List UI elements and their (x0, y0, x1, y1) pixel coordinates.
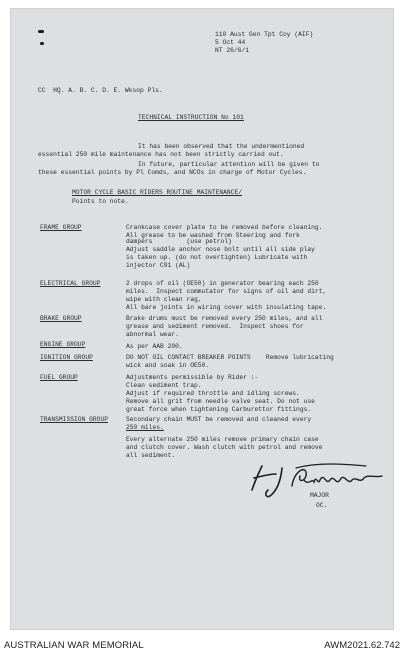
archive-footer (0, 632, 404, 653)
group-line: Remove all grit from needle valve seat. Do not use (126, 398, 315, 405)
document-title: TECHNICAL INSTRUCTION No 101 (138, 114, 244, 121)
file-reference: NT 26/6/1 (215, 47, 250, 54)
intro-line: It has been observed that the undermentioned (138, 143, 305, 150)
group-line: Crankcase cover plate to be removed before cleaning. (126, 224, 323, 231)
unit-heading: 110 Aust Gen Tpt Coy (AIF) (215, 31, 314, 38)
signatory-appointment: OC. (316, 502, 328, 509)
group-line: All bare joints in wiring cover with insulating tape. (126, 304, 327, 311)
group-name-fuel: FUEL GROUP (40, 374, 78, 381)
group-line: wipe with clean rag, (126, 296, 202, 303)
intro-line: these essential points by Pl Comds, and NCOs in charge of Motor Cycles. (38, 169, 307, 176)
group-line: all sediment. (126, 452, 176, 459)
group-line: wick and soak in OE50. (126, 362, 210, 369)
group-line: miles. Inspect commutator for signs of oil and dirt, (126, 288, 327, 295)
group-name-electrical: ELECTRICAL GROUP (40, 280, 101, 287)
group-line: Every alternate 250 miles remove primary chain case (126, 436, 319, 443)
group-line: is taken up. (do not overtighten) Lubricate with (126, 254, 308, 261)
section-title: MOTOR CYCLE BASIC RIDERS ROUTINE MAINTENANCE/ (72, 189, 243, 196)
archive-name: AUSTRALIAN WAR MEMORIAL (4, 640, 144, 651)
document-date: 5 Oct 44 (215, 39, 246, 46)
group-line: 250 miles. (126, 424, 164, 431)
group-line: Secondary chain MUST be removed and cleaned every (126, 416, 312, 423)
archive-reference: AWM2021.62.742 (324, 640, 400, 651)
group-line: All grease to be washed from Steering and fork (126, 232, 300, 239)
group-line: 2 drops of oil (OE50) in generator bearing each 250 (126, 280, 319, 287)
group-line: Adjustments permissible by Rider :- (126, 374, 259, 381)
section-subtitle: Points to note. (72, 198, 129, 205)
group-line: DO NOT OIL CONTACT BREAKER POINTS Remove lubricating (126, 354, 334, 361)
group-line: As per AAB 200. (126, 343, 183, 350)
intro-line: In future, particular attention will be given to (138, 161, 320, 168)
group-line: Adjust saddle anchor nose bolt until all side play (126, 246, 315, 253)
group-name-engine: ENGINE GROUP (40, 341, 86, 348)
group-line: Adjust if required throttle and idling screws. (126, 390, 300, 397)
group-line: Clean sediment trap. (126, 382, 202, 389)
group-line: great force when tightening Carburettor fittings. (126, 406, 312, 413)
signatory-rank: MAJOR (310, 492, 329, 499)
group-line: dampers (use petrol) (126, 238, 232, 245)
group-line: Brake drums must be removed every 250 miles, and all (126, 315, 323, 322)
group-name-frame: FRAME GROUP (40, 224, 82, 231)
group-line: and clutch cover. Wash clutch with petrol and remove (126, 444, 323, 451)
document-page (10, 8, 394, 630)
group-name-transmission: TRANSMISSION GROUP (40, 416, 109, 423)
intro-line: essential 250 mile maintenance has not been strictly carried out. (38, 151, 284, 158)
group-line: abnormal wear. (126, 331, 179, 338)
group-name-ignition: IGNITION GROUP (40, 354, 93, 361)
distribution-line: CC HQ. A. B. C. D. E. Wksop Pls. (38, 87, 163, 94)
group-line: injector C91 (AL) (126, 262, 191, 269)
punch-mark-top (38, 30, 44, 33)
punch-mark-bottom (40, 42, 44, 45)
group-name-brake: BRAKE GROUP (40, 315, 82, 322)
group-line: grease and sediment removed. Inspect shoes for (126, 323, 304, 330)
